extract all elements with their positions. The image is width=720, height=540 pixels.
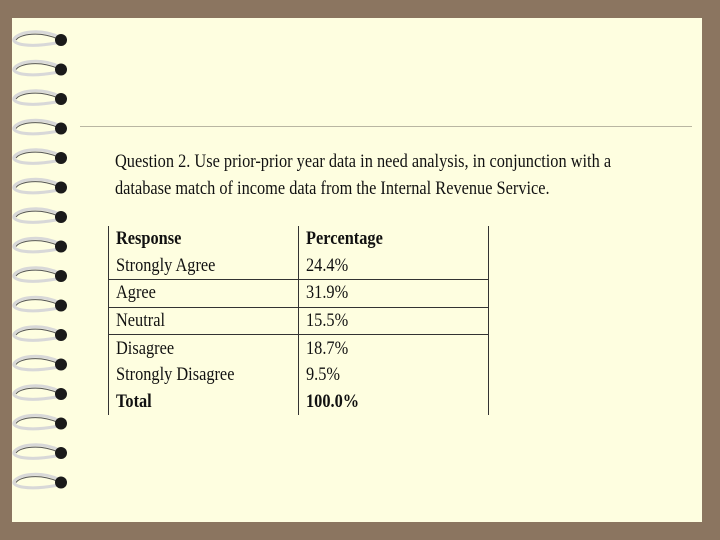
binding-ring: [14, 179, 67, 193]
binding-ring: [14, 356, 67, 370]
response-table: [108, 226, 489, 415]
binding-ring: [14, 445, 67, 459]
binding-ring: [14, 327, 67, 341]
binding-ring: [14, 474, 67, 488]
percentage-cell: 15.5%: [306, 310, 349, 332]
table-row: [109, 335, 489, 362]
binding-ring: [14, 209, 67, 223]
table-header-row: [109, 226, 489, 253]
horizontal-rule: [80, 126, 692, 127]
binding-ring: [14, 268, 67, 282]
binding-ring: [14, 415, 67, 429]
table-row: [109, 307, 489, 335]
header-percentage: Percentage: [306, 228, 383, 250]
response-cell: Total: [116, 390, 152, 412]
table-row: [109, 253, 489, 280]
response-cell: Disagree: [116, 337, 175, 359]
response-cell: Neutral: [116, 310, 166, 332]
binding-ring: [14, 238, 67, 252]
binding-ring: [14, 297, 67, 311]
percentage-cell: 9.5%: [306, 364, 341, 386]
percentage-cell: 24.4%: [306, 254, 349, 276]
table-row: [109, 362, 489, 389]
percentage-cell: 18.7%: [306, 337, 349, 359]
binding-ring: [14, 32, 67, 46]
binding-ring: [14, 91, 67, 105]
table-row: [109, 280, 489, 308]
response-cell: Strongly Disagree: [116, 364, 235, 386]
table-total-row: [109, 389, 489, 416]
spiral-binding: [0, 0, 80, 540]
response-cell: Strongly Agree: [116, 254, 216, 276]
binding-ring: [14, 61, 67, 75]
header-response: Response: [116, 228, 182, 250]
percentage-cell: 100.0%: [306, 390, 360, 412]
question-line-1: Question 2. Use prior-prior year data in need analysis, in conjunction with a: [115, 151, 612, 172]
response-cell: Agree: [116, 282, 156, 304]
percentage-cell: 31.9%: [306, 282, 349, 304]
binding-ring: [14, 386, 67, 400]
binding-ring: [14, 150, 67, 164]
binding-ring: [14, 120, 67, 134]
question-line-2: database match of income data from the Internal Revenue Service.: [115, 178, 550, 199]
question-text: [115, 148, 612, 202]
